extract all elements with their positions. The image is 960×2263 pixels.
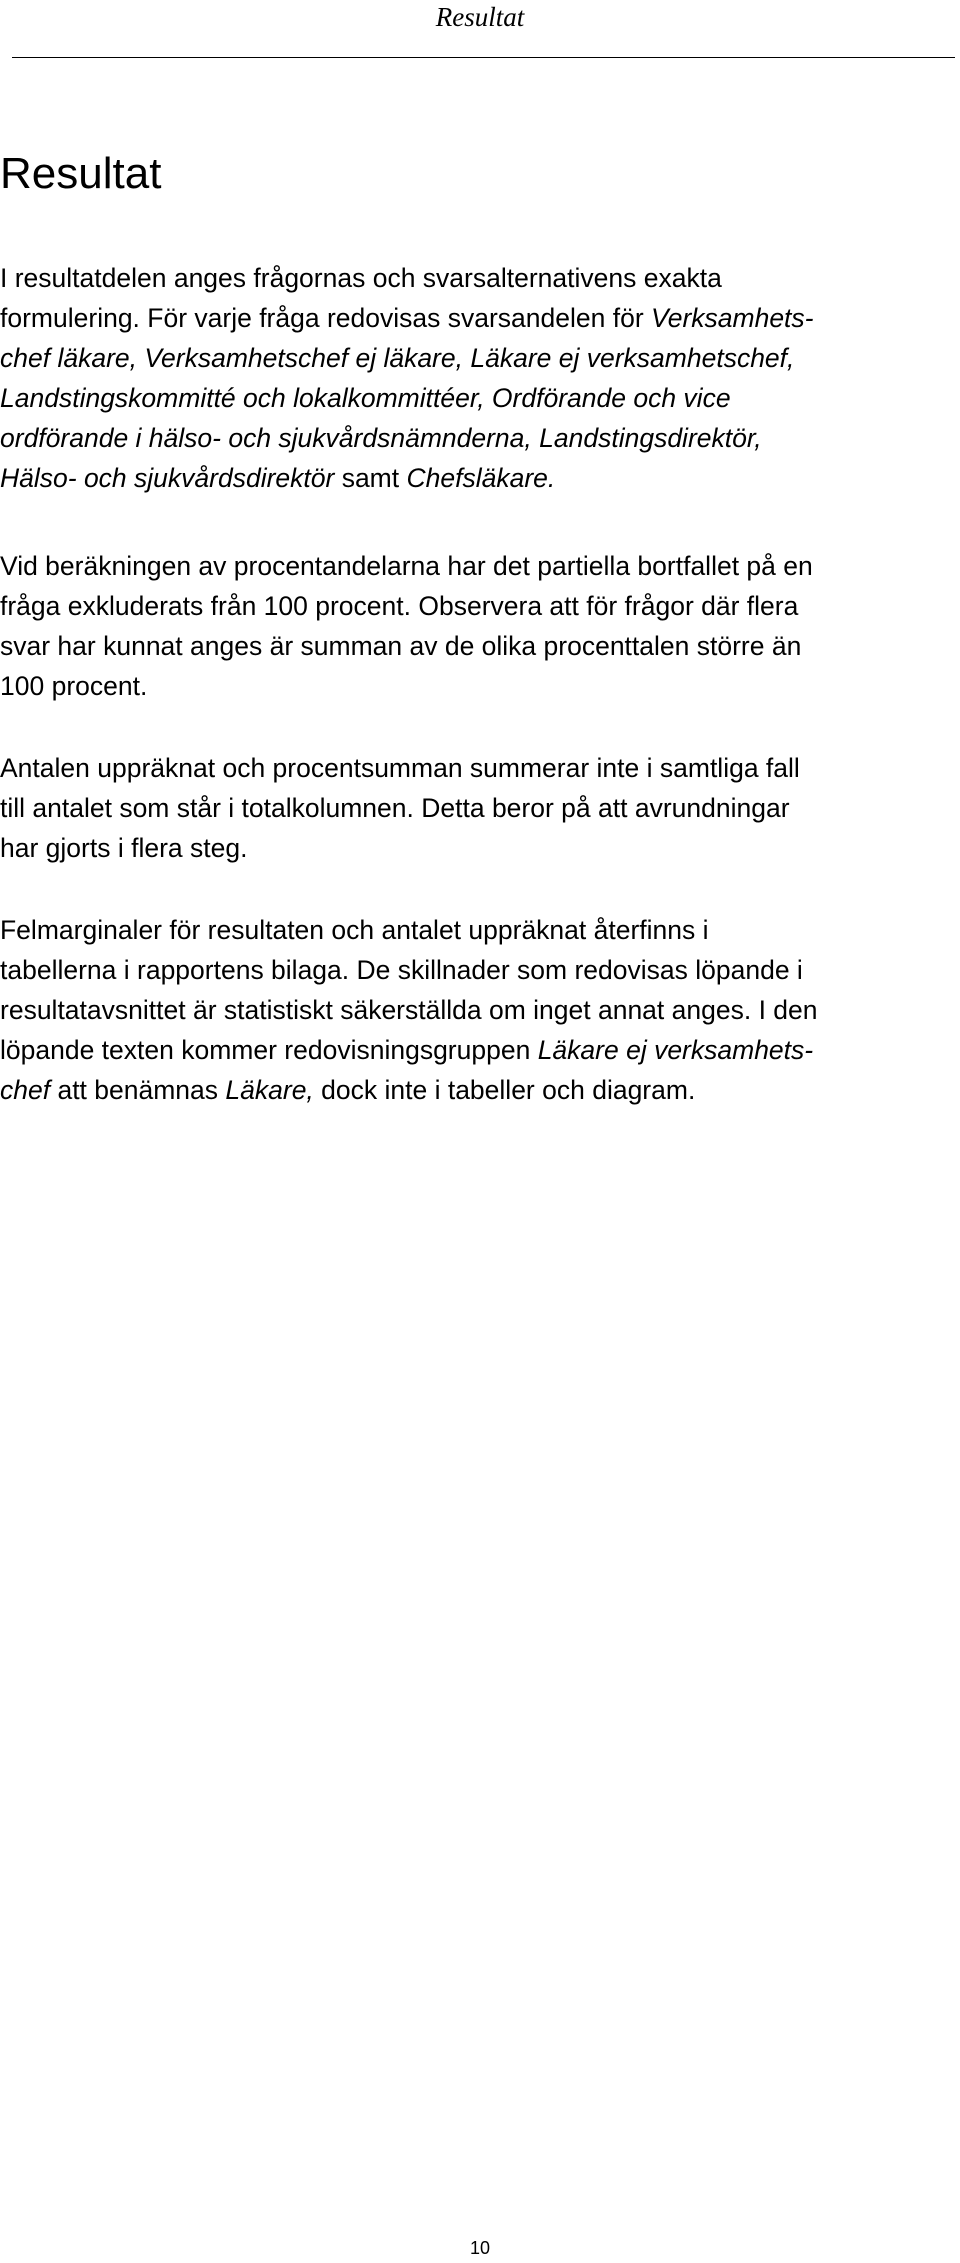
- italic-text: Läkare ej verksamhets-: [537, 1035, 814, 1065]
- text-line: [0, 990, 818, 1030]
- text-run: tabellerna i rapportens bilaga. De skillnader som redovisas löpande i: [0, 955, 803, 985]
- text-line: [0, 748, 800, 788]
- text-run: resultatavsnittet är statistiskt säkerställda om inget annat anges. I den: [0, 995, 818, 1025]
- running-header: Resultat: [435, 2, 525, 32]
- text-run: 100 procent.: [0, 671, 148, 701]
- text-line: [0, 1070, 695, 1110]
- text-line: [0, 338, 794, 378]
- italic-text: Hälso- och sjukvårdsdirektör: [0, 463, 335, 493]
- text-run: formulering. För varje fråga redovisas svarsandelen för: [0, 303, 652, 333]
- text-line: [0, 546, 813, 586]
- text-run: Felmarginaler för resultaten och antalet uppräknat återfinns i: [0, 915, 709, 945]
- italic-text: chef: [0, 1075, 51, 1105]
- text-line: [0, 828, 247, 868]
- text-line: [0, 298, 814, 338]
- text-run: svar har kunnat anges är summan av de olika procenttalen större än: [0, 631, 802, 661]
- italic-text: Läkare,: [225, 1075, 314, 1105]
- text-line: [0, 788, 790, 828]
- italic-text: ordförande i hälso- och sjukvårdsnämnderna, Landstingsdirektör,: [0, 423, 762, 453]
- text-line: [0, 418, 762, 458]
- text-run: fråga exkluderats från 100 procent. Observera att för frågor där flera: [0, 591, 799, 621]
- text-run: att benämnas: [50, 1075, 226, 1105]
- italic-text: Landstingskommitté och lokalkommittéer, Ordförande och vice: [0, 383, 731, 413]
- text-line: [0, 910, 709, 950]
- text-line: [0, 626, 801, 666]
- text-run: till antalet som står i totalkolumnen. Detta beror på att avrundningar: [0, 793, 790, 823]
- page-title: Resultat: [0, 149, 162, 198]
- italic-text: chef läkare, Verksamhetschef ej läkare, Läkare ej verksamhetschef,: [0, 343, 795, 373]
- italic-text: Verksamhets-: [651, 303, 814, 333]
- text-run: har gjorts i flera steg.: [0, 833, 248, 863]
- text-line: [0, 458, 555, 498]
- text-line: [0, 1030, 813, 1070]
- italic-text: Chefsläkare.: [406, 463, 556, 493]
- text-run: dock inte i tabeller och diagram.: [313, 1075, 696, 1105]
- text-line: [0, 586, 798, 626]
- text-line: [0, 378, 731, 418]
- text-run: Antalen uppräknat och procentsumman summerar inte i samtliga fall: [0, 753, 800, 783]
- text-line: [0, 666, 147, 706]
- header-rule: [12, 57, 955, 58]
- text-run: I resultatdelen anges frågornas och svarsalternativens exakta: [0, 263, 722, 293]
- text-line: [0, 258, 722, 298]
- text-run: Vid beräkningen av procentandelarna har det partiella bortfallet på en: [0, 551, 813, 581]
- text-line: [0, 950, 803, 990]
- page-number: 10: [469, 2238, 491, 2258]
- text-run: samt: [334, 463, 407, 493]
- text-run: löpande texten kommer redovisningsgruppen: [0, 1035, 538, 1065]
